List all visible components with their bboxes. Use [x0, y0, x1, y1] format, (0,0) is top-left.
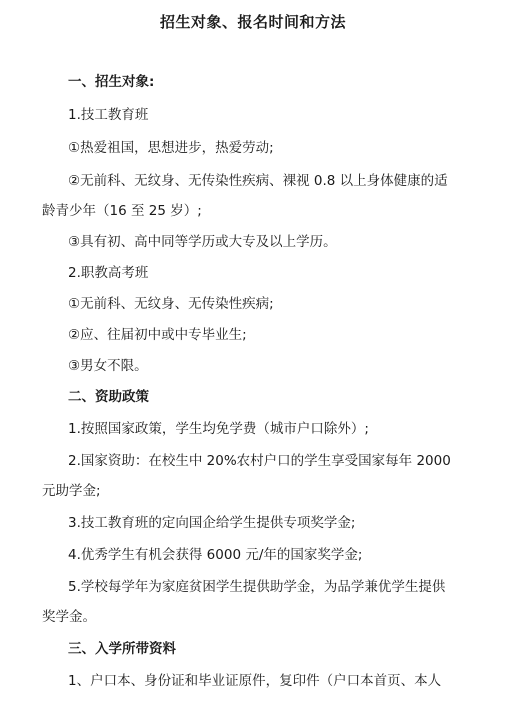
- section-heading-enrollment-targets: 一、招生对象:: [68, 74, 155, 90]
- subheading-vocational-exam-class: 2.职教高考班: [68, 265, 149, 281]
- requirement-line: ③男女不限。: [68, 358, 148, 374]
- section-heading-required-documents: 三、入学所带资料: [68, 641, 176, 657]
- policy-line-continued: 奖学金。: [42, 609, 96, 625]
- policy-line-continued: 元助学金;: [42, 483, 101, 499]
- section-heading-financial-aid: 二、资助政策: [68, 389, 149, 405]
- policy-line: 2.国家资助：在校生中 20%农村户口的学生享受国家每年 2000: [68, 453, 451, 469]
- requirement-line: ②应、往届初中或中专毕业生;: [68, 327, 247, 343]
- policy-line: 1.按照国家政策，学生均免学费（城市户口除外）;: [68, 421, 369, 437]
- requirement-line: ③具有初、高中同等学历或大专及以上学历。: [68, 234, 337, 250]
- requirement-line-continued: 龄青少年（16 至 25 岁）;: [42, 203, 202, 219]
- policy-line: 3.技工教育班的定向国企给学生提供专项奖学金;: [68, 515, 356, 531]
- requirement-line: ②无前科、无纹身、无传染性疾病、裸视 0.8 以上身体健康的适: [68, 173, 448, 189]
- policy-line: 5.学校每学年为家庭贫困学生提供助学金，为品学兼优学生提供: [68, 579, 446, 595]
- requirement-line: ①无前科、无纹身、无传染性疾病;: [68, 296, 274, 312]
- requirement-line: ①热爱祖国，思想进步，热爱劳动;: [68, 140, 274, 156]
- document-title: 招生对象、报名时间和方法: [159, 13, 346, 31]
- policy-line: 4.优秀学生有机会获得 6000 元/年的国家奖学金;: [68, 547, 363, 563]
- subheading-technical-class: 1.技工教育班: [68, 107, 149, 123]
- document-item-line: 1、户口本、身份证和毕业证原件，复印件（户口本首页、本人: [68, 673, 442, 689]
